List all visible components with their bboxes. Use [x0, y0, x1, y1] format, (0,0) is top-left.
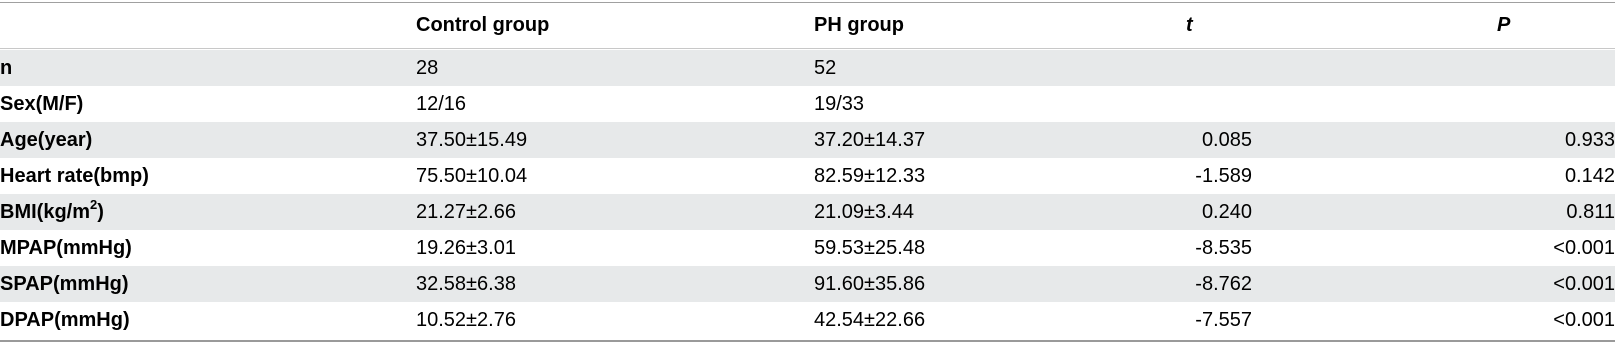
control-value: 10.52±2.76 [416, 309, 516, 331]
row-label: Heart rate(bmp) [0, 165, 149, 187]
control-value: 75.50±10.04 [416, 165, 528, 187]
t-value: -1.589 [1195, 165, 1252, 187]
table-row-sex [0, 86, 1615, 122]
ph-value: 91.60±35.86 [814, 273, 926, 295]
control-value: 12/16 [416, 93, 467, 115]
ph-value: 21.09±3.44 [814, 201, 914, 223]
control-value: 28 [416, 57, 439, 79]
row-label: DPAP(mmHg) [0, 309, 130, 331]
p-value: 0.933 [1564, 129, 1615, 151]
p-value [1440, 50, 1615, 86]
control-value: 37.50±15.49 [416, 129, 528, 151]
header-t: t [1186, 14, 1193, 36]
ph-value: 82.59±12.33 [814, 165, 926, 187]
p-value: 0.811 [1566, 201, 1615, 223]
header-p: P [1497, 14, 1511, 36]
header-rule [0, 48, 1615, 49]
t-value: 0.085 [1201, 129, 1252, 151]
control-value: 19.26±3.01 [416, 237, 516, 259]
row-label: SPAP(mmHg) [0, 273, 129, 295]
row-label: Sex(M/F) [0, 93, 84, 115]
table-header-row [0, 0, 1615, 48]
ph-value: 19/33 [814, 93, 865, 115]
table-row-dpap [0, 302, 1615, 338]
row-label: Age(year) [0, 129, 93, 151]
ph-value: 52 [814, 57, 837, 79]
ph-value: 59.53±25.48 [814, 237, 926, 259]
header-ph-group: PH group [814, 14, 904, 36]
t-value: -7.557 [1195, 309, 1252, 331]
t-value [1150, 50, 1252, 86]
table-bottom-rule [0, 340, 1615, 342]
p-value: 0.142 [1564, 165, 1615, 187]
row-label: $BMI(kg/m^2)$ [0, 197, 104, 223]
table-row-n [0, 50, 1615, 86]
t-value: -8.762 [1195, 273, 1252, 295]
p-value [1440, 86, 1615, 122]
table-row-heart-rate [0, 158, 1615, 194]
p-value: <0.001 [1553, 273, 1615, 295]
row-label: n [0, 57, 13, 79]
t-value: -8.535 [1195, 237, 1252, 259]
header-control-group: Control group [416, 14, 550, 36]
ph-value: 42.54±22.66 [814, 309, 926, 331]
control-value: 21.27±2.66 [416, 201, 516, 223]
table-row-mpap [0, 230, 1615, 266]
row-label: MPAP(mmHg) [0, 237, 132, 259]
t-value [1150, 86, 1252, 122]
table-row-age [0, 122, 1615, 158]
p-value: <0.001 [1553, 237, 1615, 259]
table-row-spap [0, 266, 1615, 302]
table-row-bmi [0, 194, 1615, 230]
t-value: 0.240 [1201, 201, 1252, 223]
p-value: <0.001 [1553, 309, 1615, 331]
ph-value: 37.20±14.37 [814, 129, 926, 151]
control-value: 32.58±6.38 [416, 273, 516, 295]
